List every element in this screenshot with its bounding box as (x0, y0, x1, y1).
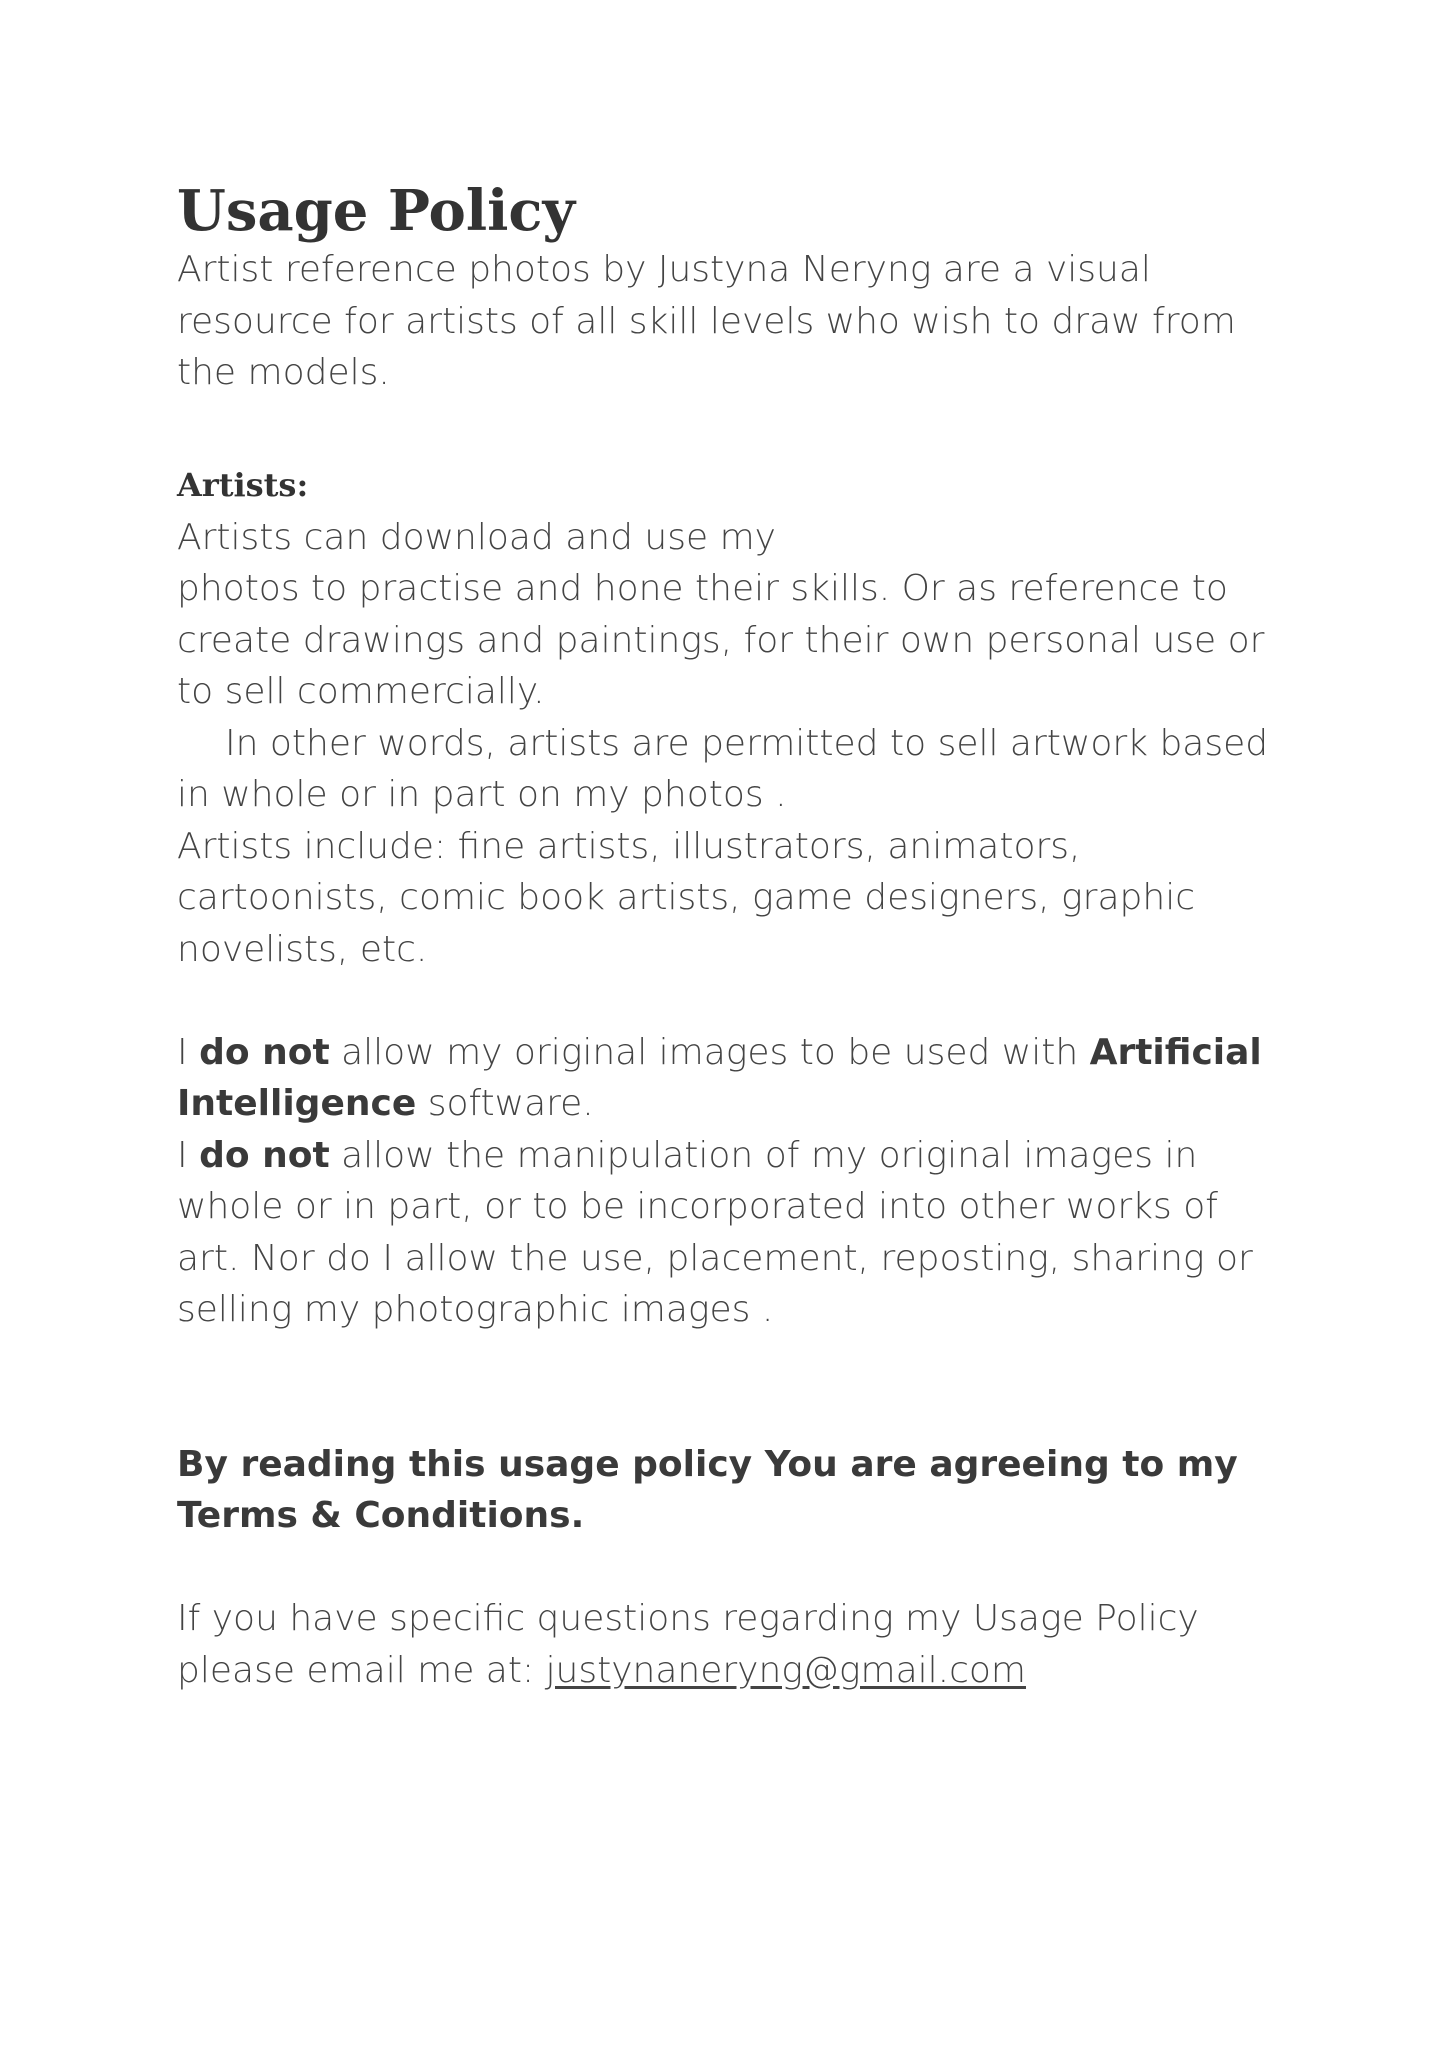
page-title: Usage Policy (177, 178, 576, 244)
ai-line (177, 1027, 1317, 1079)
intro-line: resource for artists of all skill levels who wish to draw from (177, 300, 1236, 342)
intro-paragraph (177, 244, 1317, 399)
text-fragment: please email me at: (177, 1649, 546, 1691)
manip-line: art. Nor do I allow the use, placement, reposting, sharing or (177, 1237, 1253, 1279)
artists-line: In other words, artists are permitted to sell artwork based (225, 722, 1269, 764)
agreement-line: By reading this usage policy You are agreeing to my (177, 1443, 1238, 1485)
artists-line: novelists, etc. (177, 928, 428, 970)
artists-paragraph (177, 512, 1317, 976)
ai-line (177, 1078, 1317, 1130)
manipulation-paragraph (177, 1130, 1317, 1336)
text-fragment: allow the manipulation of my original images in (329, 1134, 1198, 1176)
agreement-line: Terms & Conditions. (177, 1495, 585, 1536)
text-fragment: I (177, 1031, 200, 1073)
intro-line: the models. (177, 352, 390, 393)
manip-line: whole or in part, or to be incorporated into other works of (177, 1186, 1218, 1227)
manip-line: selling my photographic images . (177, 1289, 774, 1330)
contact-line (177, 1645, 1317, 1697)
artists-line: Artists can download and use my (177, 516, 776, 558)
ai-paragraph (177, 1027, 1317, 1130)
text-fragment: software. (416, 1083, 594, 1124)
spacer (177, 1336, 1317, 1439)
emphasis-do-not: do not (199, 1031, 330, 1073)
spacer (177, 975, 1317, 1027)
artists-line: photos to practise and hone their skills. Or as reference to (177, 568, 1228, 609)
artists-line: Artists include: fine artists, illustrators, animators, (177, 825, 1081, 867)
email-link[interactable]: justynaneryng@gmail.com (545, 1649, 1026, 1691)
contact-paragraph (177, 1593, 1317, 1696)
contact-line: If you have specific questions regarding my Usage Policy (177, 1598, 1199, 1639)
emphasis-ai: Artificial (1089, 1031, 1262, 1073)
artists-line: to sell commercially. (177, 671, 545, 712)
manip-line (177, 1130, 1317, 1182)
emphasis-do-not: do not (199, 1134, 330, 1176)
emphasis-intelligence: Intelligence (177, 1083, 417, 1124)
artists-line: cartoonists, comic book artists, game designers, graphic (177, 877, 1195, 918)
artists-line: create drawings and paintings, for their own personal use or (177, 619, 1265, 661)
spacer (177, 399, 1317, 451)
intro-line: Artist reference photos by Justyna Neryng are a visual (177, 249, 1151, 290)
agreement-paragraph (177, 1439, 1317, 1542)
text-fragment: allow my original images to be used with (329, 1031, 1090, 1073)
text-fragment: I (177, 1134, 200, 1176)
spacer (177, 1542, 1317, 1594)
policy-content (177, 178, 1317, 1696)
artists-heading: Artists: (177, 466, 309, 504)
artists-line: in whole or in part on my photos . (177, 774, 787, 815)
